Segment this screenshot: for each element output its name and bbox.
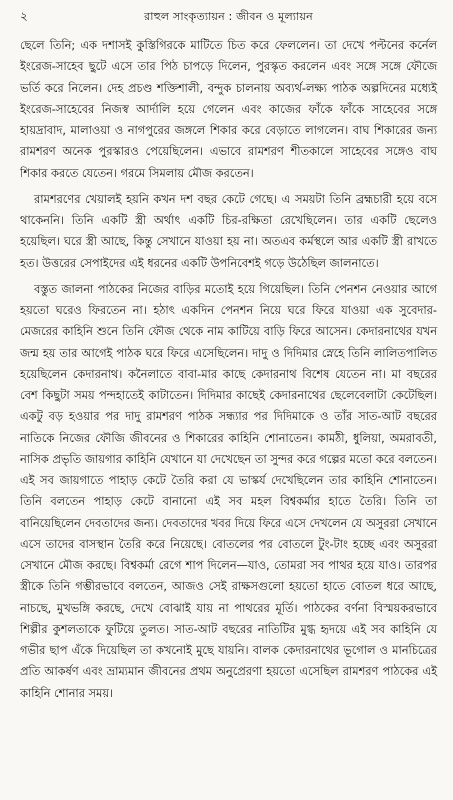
body-text bbox=[20, 35, 437, 704]
paragraph-2: রামশরণের খেয়ালই হয়নি কখন দশ বছর কেটে গেছে। এ সময়টা তিনি ব্রহ্মচারী হয়ে বসে থাকেননি। তিনি একটি স্ত্রী অর্থাৎ একটি চির-রক্ষিতা রেখেছিলেন। তার একটি ছেলেও হয়েছিল। ঘরে স্ত্রী আছে, কিন্তু সেখানে যাওয়া হয় না। অতএব কর্মস্থলে আর একটি স্ত্রী রাখতে হত। উত্তরের সেপাইদের এই ধরনের একটি উপনিবেশই গড়ে উঠেছিল জালনাতে। bbox=[20, 191, 437, 270]
page-number: ২ bbox=[20, 9, 28, 23]
paragraph-3: বস্তুত জালনা পাঠকের নিজের বাড়ির মতোই হয়ে গিয়েছিল। তিনি পেনশন নেওয়ার আগে হয়তো ঘরেও ফিরতেন না। হঠাৎ একদিন পেনশন নিয়ে ঘরে ফিরে যাওয়া এক সুবেদার-মেজরের কাহিনি শুনে তিনি ফৌজ থেকে নাম কাটিয়ে বাড়ি ফিরে আসেন। কেদারনাথের যখন জন্ম হয় তার আগেই পাঠক ঘরে ফিরে এসেছিলেন। দাদু ও দিদিমার স্নেহে তিনি লালিতপালিত হয়েছিলেন কেদারনাথ। কনৈলাতে বাবা-মার কাছে কেদারনাথ বিশেষ যেতেন না। মা বছরের বেশ কিছুটা সময় পন্দহাতেই কাটাতেন। দিদিমার কাছেই কেদারনাথের ছেলেবেলাটা কেটেছিল। একটু বড় হওয়ার পর দাদু রামশরণ পাঠক সন্ধ্যার পর দিদিমাকে ও তাঁর সাত-আট বছরের নাতিকে নিজের ফৌজি জীবনের ও শিকারের কাহিনি শোনাতেন। কামঠী, ধুলিয়া, অমরাবতী, নাসিক প্রভৃতি জায়গার কাহিনি যেখানে যা দেখেছেন তা সুন্দর করে গল্পের মতো করে বলতেন। এই সব জায়গাতে পাহাড় কেটে তৈরি করা যে ভাস্কর্য দেখেছিলেন তার কাহিনি শোনাতেন। তিনি বলতেন পাহাড় কেটে বানানো এই সব মহল বিশ্বকর্মার হাতে তৈরি। তিনি তা বানিয়েছিলেন দেবতাদের জন্য। দেবতাদের খবর দিয়ে ফিরে এসে দেখলেন যে অসুররা সেখানে এসে তাদের বাসস্থান তৈরি করে নিয়েছে। বোতলের পর বোতলে টুং-টাং হচ্ছে এবং অসুররা সেখানে মৌজ করছে। বিশ্বকর্মা রেগে শাপ দিলেন—যাও, তোমরা সব পাথর হয়ে যাও। তারপর স্ত্রীকে তিনি গম্ভীরভাবে বলতেন, আজও সেই রাক্ষসগুলো হয়তো হাতে বোতল ধরে আছে, নাচছে, মুখভঙ্গি করছে, দেখে বোঝাই যায় না পাথরের মূর্তি। পাঠকের বর্ণনা বিস্ময়করভাবে শিল্পীর কুশলতাকে ফুটিয়ে তুলত। সাত-আট বছরের নাতিটির মুগ্ধ হৃদয়ে এই সব কাহিনি যে গভীর ছাপ এঁকে দিয়েছিল তা কখনোই মুছে যায়নি। বালক কেদারনাথের ভূগোল ও মানচিত্রের প্রতি আকর্ষণ এবং ভ্রাম্যমান জীবনের প্রথম অনুপ্রেরণা হয়তো এসেছিল রামশরণ পাঠকের এই কাহিনি শোনার সময়। bbox=[20, 281, 437, 700]
running-header-title: রাহুল সাংকৃত্যায়ন : জীবন ও মূল্যায়ন bbox=[144, 10, 313, 23]
running-header bbox=[20, 8, 437, 30]
paragraph-1: ছেলে তিনি; এক দশাসই কুস্তিগিরকে মাটিতে চিত করে ফেললেন। তা দেখে পল্টনের কর্নেল ইংরেজ-সাহেব ছুটে এসে তার পিঠ চাপড়ে দিলেন, পুরস্কৃত করলেন এবং সঙ্গে সঙ্গে ফৌজে ভর্তি করে নিলেন। দেহ প্রচণ্ড শক্তিশালী, বন্দুক চালনায় অব্যর্থ-লক্ষ্য পাঠক অল্পদিনের মধ্যেই ইংরেজ-সাহেবের নিজস্ব আর্দালি হয়ে গেলেন এবং কাজের ফাঁকে ফাঁকে সাহেবের সঙ্গে হায়দ্রাবাদ, মালাওয়া ও নাগপুরের জঙ্গলে শিকার করে বেড়াতে লাগলেন। বাঘ শিকারের জন্য রামশরণ অনেক পুরস্কারও পেয়েছিলেন। এভাবে রামশরণ শীতকালে সাহেবের সঙ্গেও বাঘ শিকার করতে যেতেন। গরমে সিমলায় মৌজ করতেন। bbox=[20, 38, 437, 180]
